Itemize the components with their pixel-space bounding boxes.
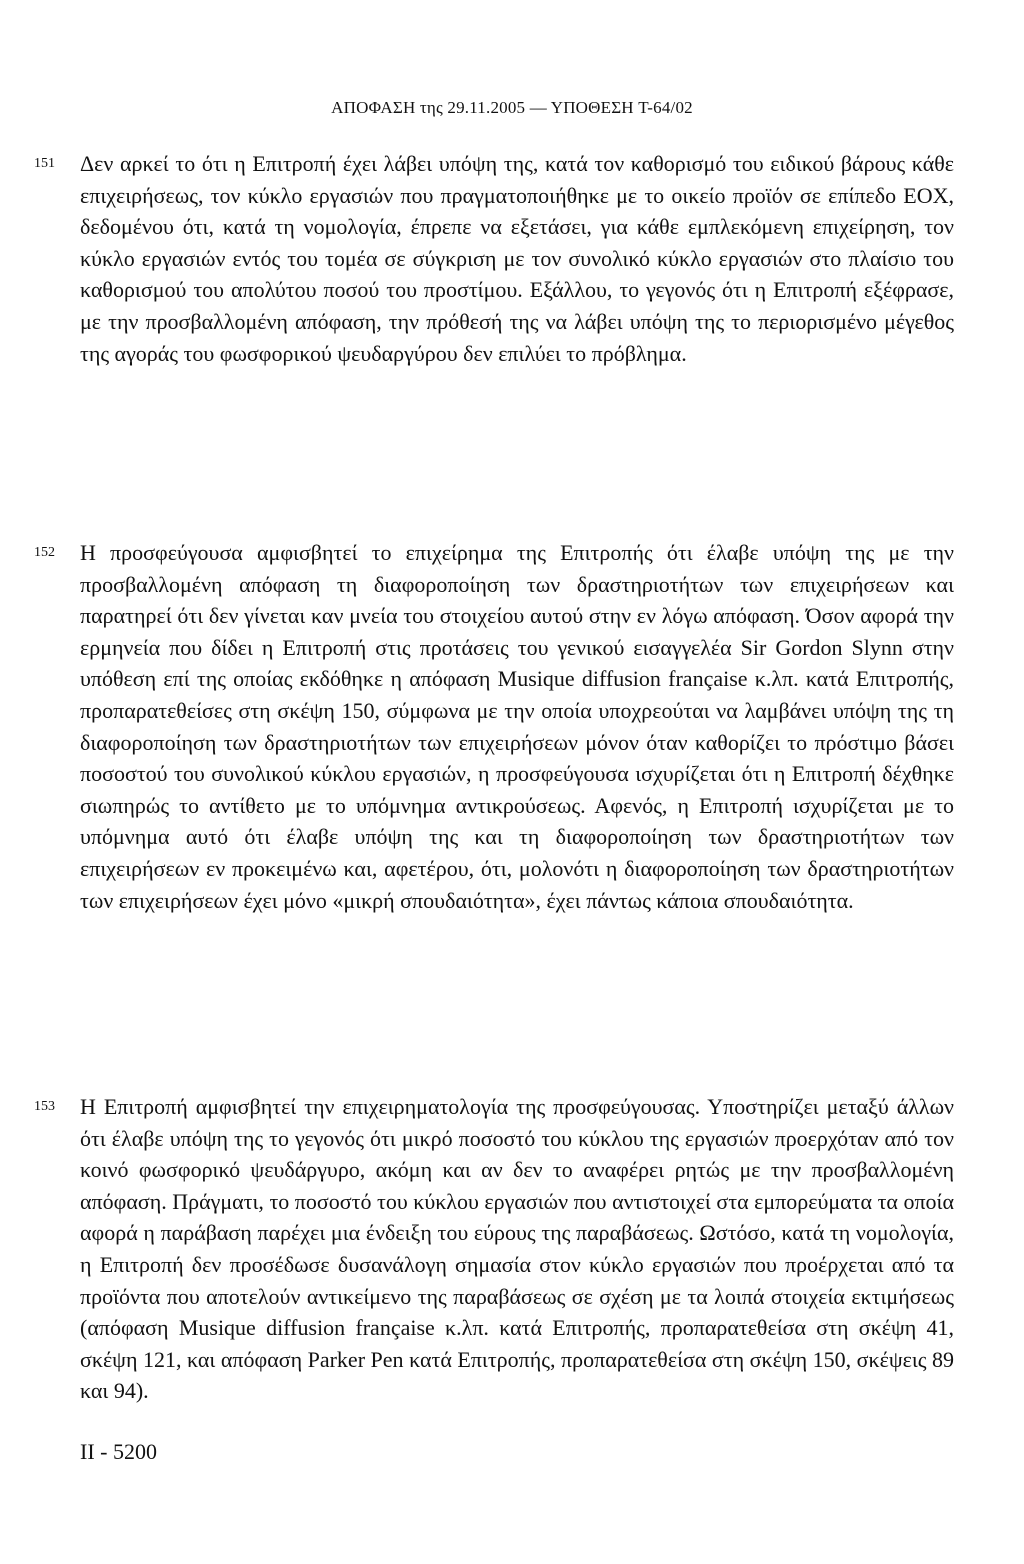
paragraph-text: Η Επιτροπή αμφισβητεί την επιχειρηματολογία της προσφεύγουσας. Υποστηρίζει μεταξύ άλλων ότι έλαβε υπόψη της το γεγονός ότι μικρό ποσοστό του κύκλου της εργασιών προερχόταν από τον κοινό φωσφορικό ψευδάργυρο, ακόμη και αν δεν το αναφέρει ρητώς με την προσβαλλομένη απόφαση. Πράγματι, το ποσοστό του κύκλου εργασιών που αντιστοιχεί στα εμπορεύματα τα οποία αφορά η παράβαση παρέχει μια ένδειξη του εύρους της παραβάσεως. Ωστόσο, κατά τη νομολογία, η Επιτροπή δεν προσέδωσε δυσανάλογη σημασία στον κύκλο εργασιών που προέρχεται από τα προϊόντα που αποτελούν αντικείμενο της παραβάσεως σε σχέση με τα λοιπά στοιχεία εκτιμήσεως (απόφαση Musique diffusion française κ.λπ. κατά Επιτροπής, προπαρατεθείσα στη σκέψη 41, σκέψη 121, και απόφαση Parker Pen κατά Επιτροπής, προπαρατεθείσα στη σκέψη 150, σκέψεις 89 και 94).: [80, 1094, 954, 1404]
running-header: ΑΠΟΦΑΣΗ της 29.11.2005 — ΥΠΟΘΕΣΗ T-64/02: [331, 98, 693, 117]
paragraph-153: [34, 1091, 954, 1407]
page-number: II - 5200: [80, 1439, 157, 1464]
paragraph-152: [34, 537, 954, 916]
paragraph-text: Η προσφεύγουσα αμφισβητεί το επιχείρημα της Επιτροπής ότι έλαβε υπόψη της με την προσβαλλομένη απόφαση τη διαφοροποίηση των δραστηριοτήτων των επιχειρήσεων και παρατηρεί ότι δεν γίνεται καν μνεία του στοιχείου αυτού στην εν λόγω απόφαση. Όσον αφορά την ερμηνεία που δίδει η Επιτροπή στις προτάσεις του γενικού εισαγγελέα Sir Gordon Slynn στην υπόθεση επί της οποίας εκδόθηκε η απόφαση Musique diffusion française κ.λπ. κατά Επιτροπής, προπαρατεθείσες στη σκέψη 150, σύμφωνα με την οποία υποχρεούται να λαμβάνει υπόψη της τη διαφοροποίηση των δραστηριοτήτων των επιχειρήσεων μόνον όταν καθορίζει το πρόστιμο βάσει ποσοστού του συνολικού κύκλου εργασιών, η προσφεύγουσα ισχυρίζεται ότι η Επιτροπή δέχθηκε σιωπηρώς το αντίθετο με το υπόμνημα αντικρούσεως. Αφενός, η Επιτροπή ισχυρίζεται με το υπόμνημα αυτό ότι έλαβε υπόψη της και τη διαφοροποίηση των δραστηριοτήτων των επιχειρήσεων εν προκειμένω και, αφετέρου, ότι, μολονότι η διαφοροποίηση των δραστηριοτήτων των επιχειρήσεων έχει μόνο «μικρή σπουδαιότητα», έχει πάντως κάποια σπουδαιότητα.: [80, 540, 954, 913]
paragraph-number: 152: [34, 545, 55, 560]
paragraph-number: 153: [34, 1099, 55, 1114]
paragraph-text: Δεν αρκεί το ότι η Επιτροπή έχει λάβει υπόψη της, κατά τον καθορισμό του ειδικού βάρους κάθε επιχειρήσεως, τον κύκλο εργασιών που πραγματοποιήθηκε με το οικείο προϊόν σε επίπεδο ΕΟΧ, δεδομένου ότι, κατά τη νομολογία, έπρεπε να εξετάσει, για κάθε εμπλεκόμενη επιχείρηση, τον κύκλο εργασιών εντός του τομέα σε σύγκριση με τον συνολικό κύκλο εργασιών στο πλαίσιο του καθορισμού του απολύτου ποσού του προστίμου. Εξάλλου, το γεγονός ότι η Επιτροπή εξέφρασε, με την προσβαλλομένη απόφαση, την πρόθεσή της να λάβει υπόψη της το περιορισμένο μέγεθος της αγοράς του φωσφορικού ψευδαργύρου δεν επιλύει το πρόβλημα.: [80, 151, 954, 366]
paragraph-151: [34, 148, 954, 369]
paragraph-number: 151: [34, 156, 55, 171]
